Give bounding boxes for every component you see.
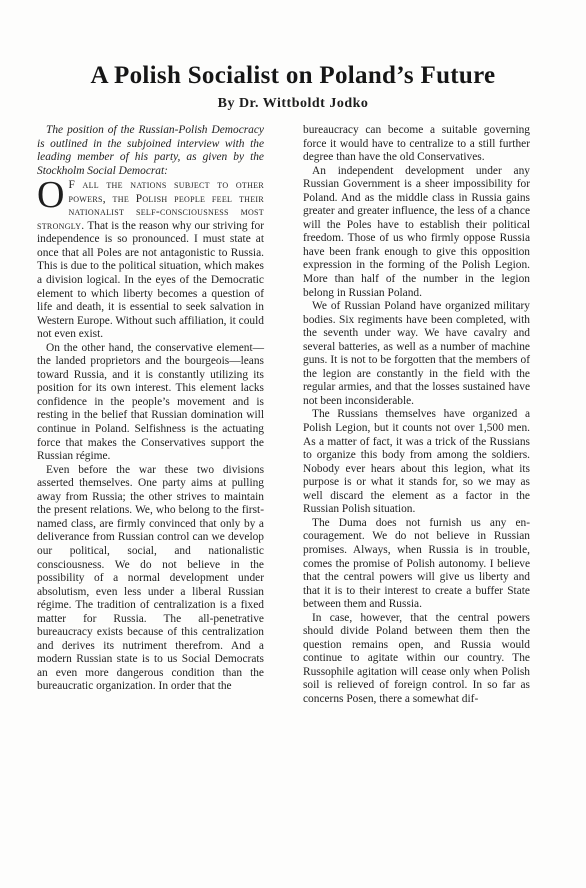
right-paragraph-5: The Duma does not furnish us any encouragement. We do not believe in Russian promises. Always, when Russia is in trouble, comes the promise of Polish autonomy. I believe that the central powers will give us liberty and that it is to their interest to create a buffer State between them and Russia. xyxy=(303,516,530,611)
right-paragraph-6: In case, however, that the central powers should divide Poland between them then the question remains open, and Russia would continue to agitate within our country. The Russophile agitation will cease only when Polish soil is relieved of foreign control. In so far as concerns Posen, there a somewhat dif- xyxy=(303,611,530,705)
article-intro: The position of the Russian-Polish Democracy is outlined in the subjoined interview with the leading member of his party, as given by the Stockholm Social Democrat: xyxy=(37,124,264,177)
article-title: A Polish Socialist on Poland’s Future xyxy=(90,62,496,89)
right-paragraph-3: We of Russian Poland have organized military bodies. Six regiments have been completed, with the seventh under way. We have cavalry and several batteries, as well as a number of machine guns. It is not to be forgotten that the members of the legion are constantly in the field with the regular armies, and that the losses sustained have not been inconsiderable. xyxy=(303,300,530,407)
first-paragraph xyxy=(37,174,264,342)
right-paragraph-2: An independent development under any Russian Government is a sheer impossibility for Poland. And as the middle class in Russia gains greater and greater influence, the less of a chance will the Poles have to establish their political freedom. Those of us who firmly oppose Russia have been frank enough to give this opposition expression in the forming of the Polish Legion. More than half of the number in the legion belong in Russian Poland. xyxy=(303,164,530,299)
right-continued-paragraph: bureaucracy can become a suitable governing force it would have to centralize to a still further degree than have the old Conservatives. xyxy=(303,124,530,164)
left-paragraph-2: On the other hand, the conservative element—the landed proprietors and the bourgeois—leans toward Russia, and it is constantly utilizing its position for its own interest. This element lacks confidence in the people’s movement and is resting in the belief that Russian domination will continue in Poland. Selfishness is the actuating force that makes the Conservatives support the Russian régime. xyxy=(37,341,264,463)
article-byline: By Dr. Wittboldt Jodko xyxy=(217,96,369,111)
first-paragraph-lead: F all the nations subject to other powers, the Polish people feel their nationalist self-consciousness most strongly. xyxy=(37,179,264,232)
drop-cap: O xyxy=(37,174,65,217)
right-column xyxy=(303,124,530,707)
first-paragraph-rest: That is the reason why our striving for independence is so pronounced. I must state at once that all Poles are not antagonistic to Russia. This is due to the political situation, which makes a division logical. In the eyes of the Democratic element to which liberty becomes a question of life and death, it is essential to seek salvation in Western Europe. Without such affiliation, it could not even exist. xyxy=(37,219,264,341)
left-column xyxy=(37,124,264,694)
right-paragraph-4: The Russians themselves have organized a Polish Legion, but it counts not over 1,500 men. As a matter of fact, it was a trick of the Russians to organize this body from among the soldiers. Nobody ever hears about this legion, what its purpose is or what it stands for, so we may as well discard the element as a factor in the Russian Polish situation. xyxy=(303,408,530,516)
left-paragraph-3: Even before the war these two divisions asserted themselves. One party aims at pulling away from Russia; the other strives to maintain the present relations. We, who belong to the first-named class, are firmly convinced that only by a deliverance from Russian control can we develop our political, social, and nationalistic consciousness. We do not believe in the possibility of a normal development under absolutism, even less under a liberal Russian régime. The tradition of centralization is a fixed matter for Russia. The all-penetrative bureaucracy exists because of this centralization and derives its nutriment therefrom. And a modern Russian state is to us Social Democrats an even more dangerous condition than the bureaucratic organization. In order that the xyxy=(37,463,264,693)
